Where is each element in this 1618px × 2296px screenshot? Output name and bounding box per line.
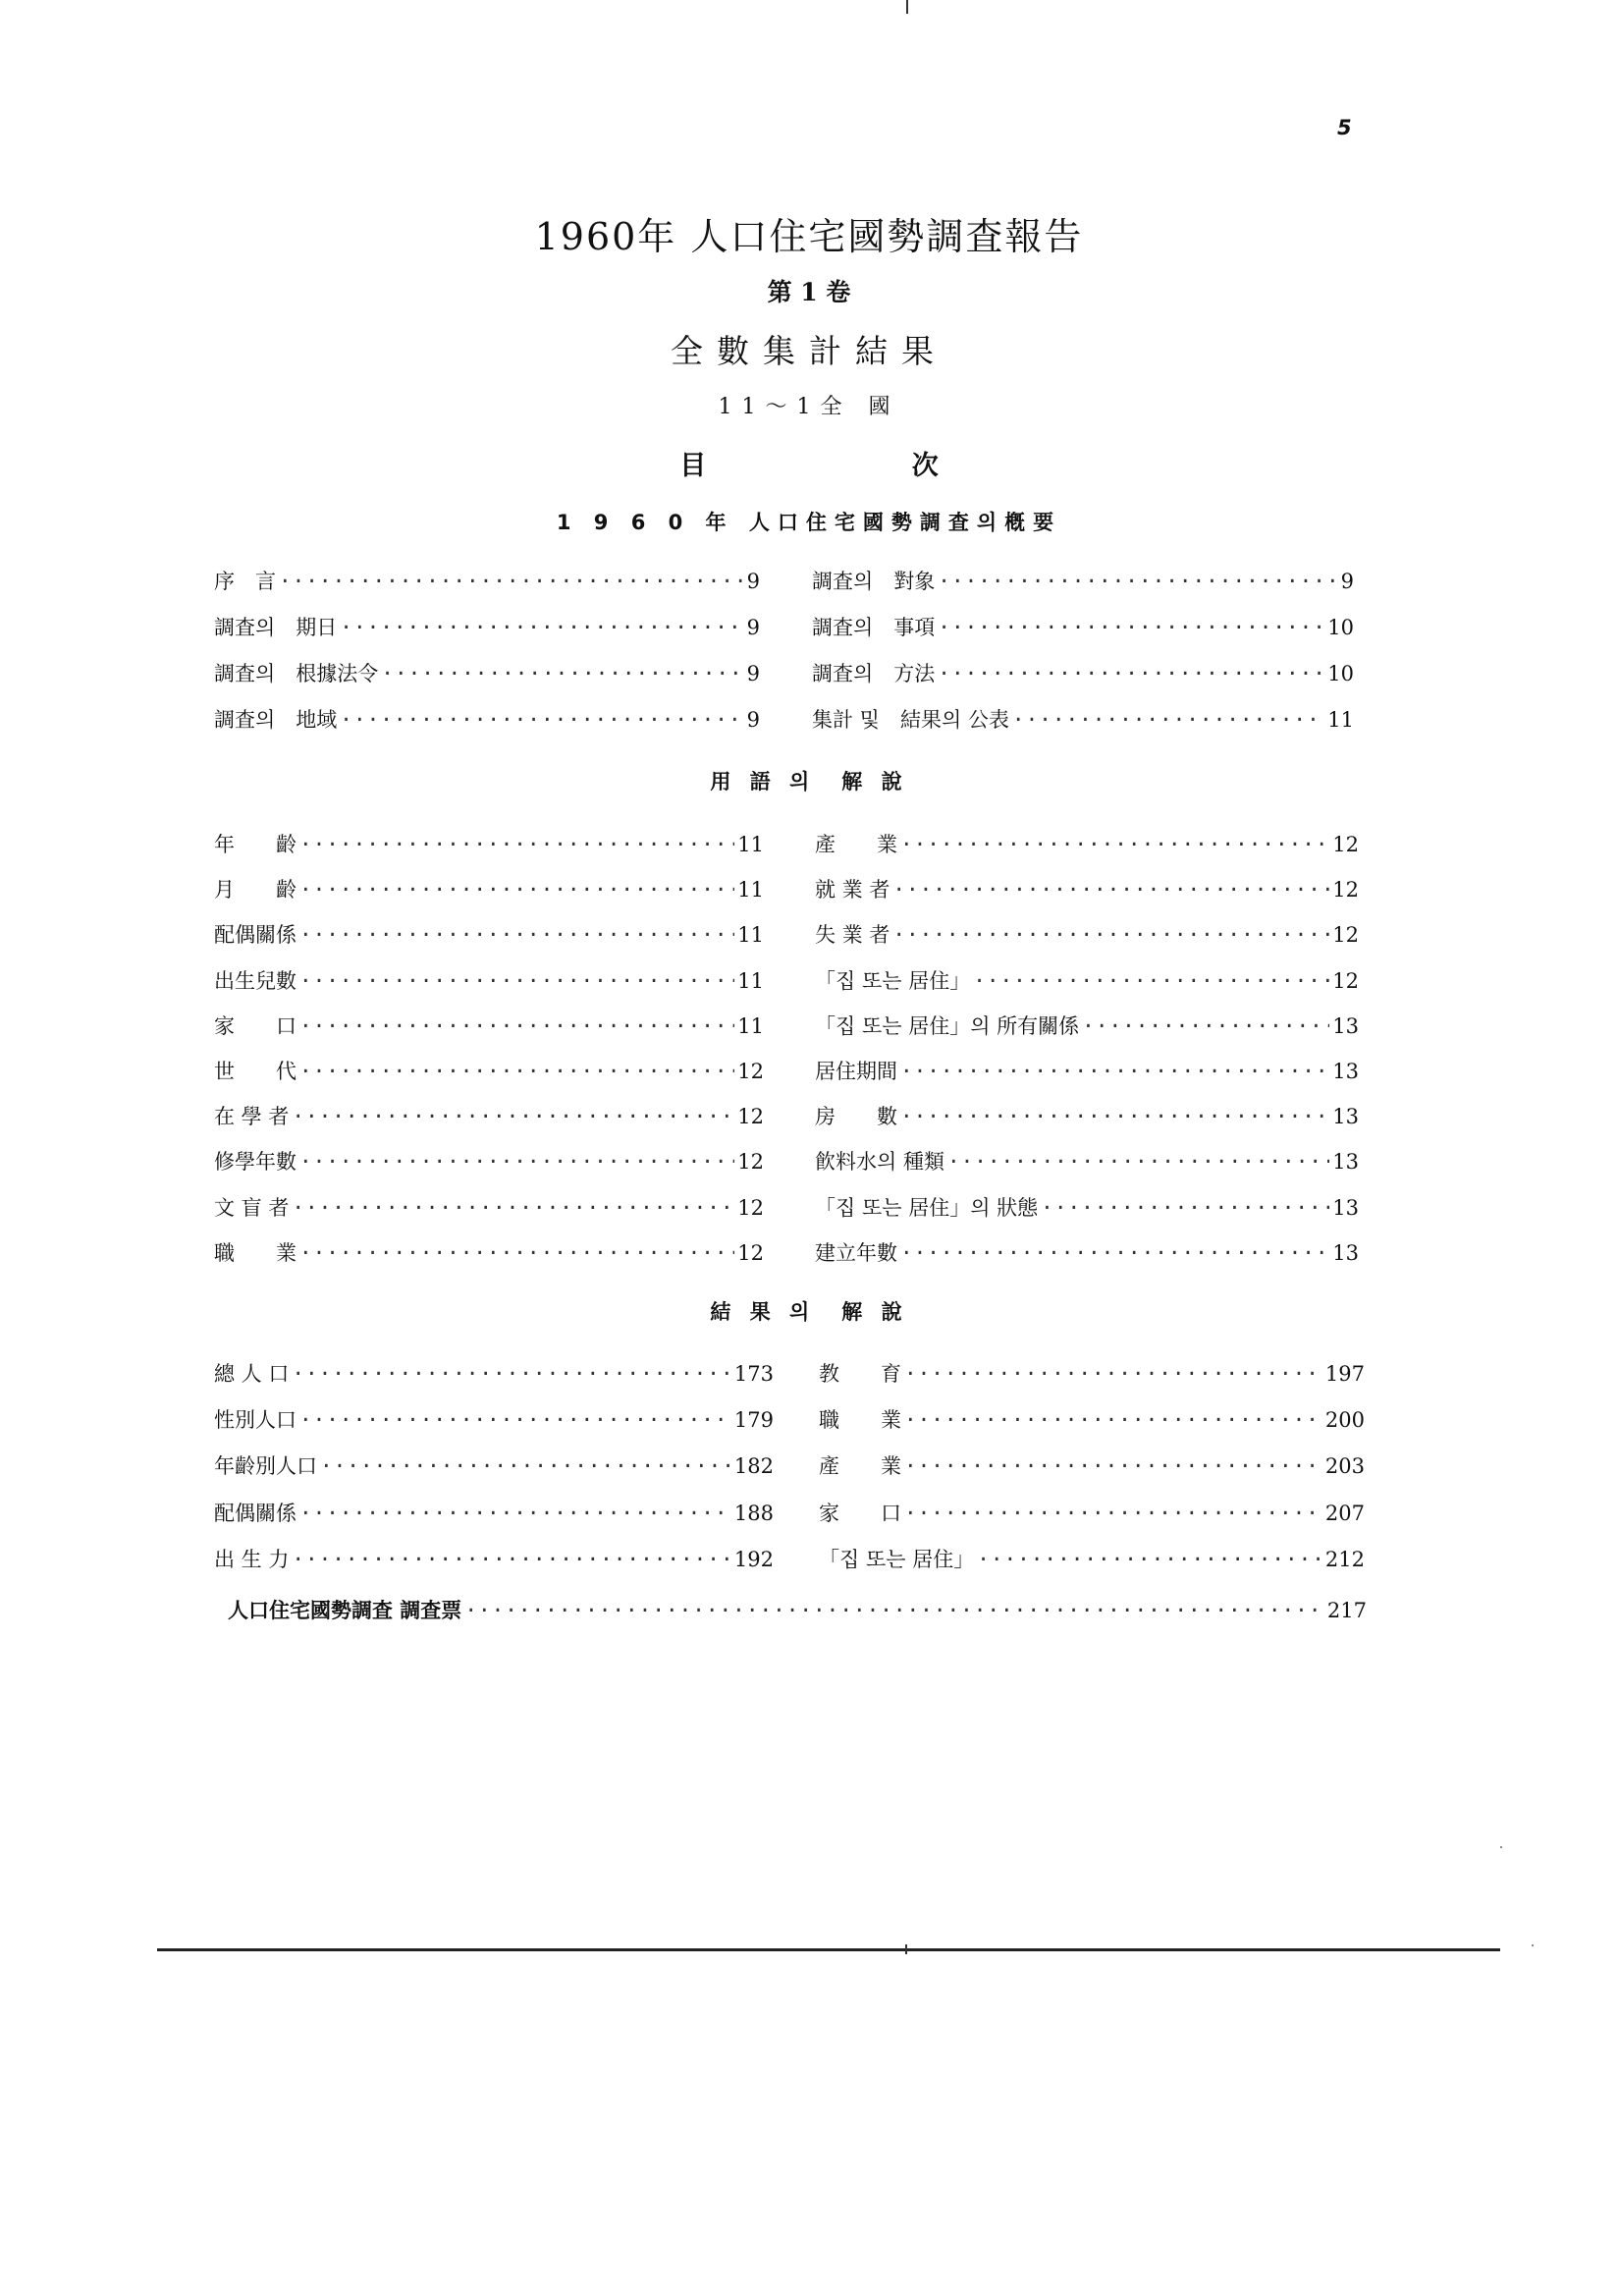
toc-entry-page: 179 bbox=[733, 1408, 774, 1433]
toc-entry[interactable] bbox=[815, 1237, 1359, 1267]
leader-dots bbox=[938, 662, 1324, 685]
toc-entry[interactable] bbox=[214, 919, 764, 949]
toc-entry-label: 職 業 bbox=[819, 1408, 901, 1433]
toc-entry[interactable] bbox=[214, 1450, 774, 1480]
volume-label: 第 1 卷 bbox=[767, 278, 851, 306]
leader-dots bbox=[892, 878, 1329, 902]
toc-entry-label: 調査의 根據法令 bbox=[214, 662, 379, 685]
toc-entry-label: 飮料水의 種類 bbox=[815, 1150, 944, 1175]
report-title: 1960年 人口住宅國勢調査報告 bbox=[534, 215, 1084, 258]
toc-entry-page: 217 bbox=[1326, 1599, 1367, 1622]
toc-entry-page: 182 bbox=[733, 1454, 774, 1479]
toc-entry-page: 10 bbox=[1327, 616, 1354, 639]
leader-dots bbox=[900, 833, 1329, 856]
leader-dots bbox=[1041, 1196, 1329, 1220]
toc-entry-page: 13 bbox=[1332, 1150, 1359, 1175]
toc-entry-label: 年齡別人口 bbox=[214, 1454, 317, 1479]
leader-dots bbox=[904, 1502, 1322, 1525]
leader-dots bbox=[973, 969, 1329, 993]
toc-entry-label: 序 言 bbox=[214, 570, 276, 593]
toc-entry-page: 9 bbox=[746, 570, 760, 593]
toc-entry-label: 調査의 事項 bbox=[812, 616, 936, 639]
leader-dots bbox=[292, 1196, 734, 1220]
toc-entry-page: 9 bbox=[746, 708, 760, 732]
toc-entry-page: 13 bbox=[1332, 1195, 1359, 1220]
toc-entry-label: 「집 또는 居住」 bbox=[819, 1547, 975, 1571]
leader-dots bbox=[900, 1060, 1329, 1083]
toc-entry-page: 12 bbox=[1332, 878, 1359, 902]
leader-dots bbox=[1012, 708, 1324, 732]
toc-entry-label: 失 業 者 bbox=[815, 923, 890, 948]
leader-dots bbox=[904, 1454, 1322, 1478]
toc-entry-page: 11 bbox=[1327, 708, 1354, 732]
toc-entry-label: 出 生 力 bbox=[214, 1547, 290, 1571]
report-subtitle: 全數集計結果 bbox=[671, 332, 947, 370]
scan-speck bbox=[1500, 1846, 1502, 1848]
toc-entry-page: 11 bbox=[737, 923, 764, 948]
toc-entry-page: 9 bbox=[1340, 570, 1354, 593]
section-heading-overview: 1 9 6 0 年 人口住宅國勢調査의槪要 bbox=[556, 511, 1062, 534]
leader-dots bbox=[340, 616, 743, 639]
leader-dots bbox=[299, 969, 734, 993]
toc-entry[interactable] bbox=[819, 1358, 1365, 1388]
toc-entry[interactable] bbox=[815, 1192, 1359, 1222]
toc-entry[interactable] bbox=[214, 1358, 774, 1388]
toc-entry-page: 12 bbox=[737, 1150, 764, 1175]
toc-entry-page: 12 bbox=[1332, 968, 1359, 993]
leader-dots bbox=[938, 616, 1324, 639]
toc-entry[interactable] bbox=[819, 1404, 1365, 1434]
leader-dots bbox=[904, 1408, 1322, 1432]
toc-entry-page: 9 bbox=[746, 662, 760, 685]
leader-dots bbox=[340, 708, 743, 732]
scan-speck bbox=[1532, 1944, 1534, 1946]
toc-entry-label: 配偶關係 bbox=[214, 1501, 297, 1525]
toc-entry-label: 產 業 bbox=[819, 1454, 901, 1479]
toc-entry-page: 200 bbox=[1324, 1408, 1365, 1433]
leader-dots bbox=[320, 1454, 731, 1478]
toc-entry[interactable] bbox=[819, 1498, 1365, 1527]
toc-entry[interactable] bbox=[812, 704, 1354, 734]
toc-entry-page: 11 bbox=[737, 1013, 764, 1038]
leader-dots bbox=[292, 1548, 731, 1571]
toc-entry[interactable] bbox=[815, 1011, 1359, 1040]
leader-dots bbox=[299, 1150, 734, 1174]
leader-dots bbox=[292, 1362, 731, 1386]
toc-entry[interactable] bbox=[214, 1404, 774, 1434]
leader-dots bbox=[381, 662, 743, 685]
toc-entry[interactable] bbox=[214, 704, 760, 734]
leader-dots bbox=[299, 1502, 731, 1525]
toc-entry-page: 13 bbox=[1332, 1240, 1359, 1265]
toc-entry[interactable] bbox=[214, 1544, 774, 1573]
toc-entry-page: 11 bbox=[737, 833, 764, 856]
bottom-rule bbox=[157, 1948, 1500, 1951]
toc-entry[interactable] bbox=[815, 965, 1359, 995]
toc-entry-page: 10 bbox=[1327, 662, 1354, 685]
toc-entry-label: 調査의 地域 bbox=[214, 708, 338, 732]
toc-entry-page: 173 bbox=[733, 1362, 774, 1386]
toc-entry-label: 家 口 bbox=[214, 1013, 297, 1038]
toc-entry-label: 在 學 者 bbox=[214, 1105, 290, 1129]
toc-entry[interactable] bbox=[214, 1498, 774, 1527]
toc-entry-label: 出生兒數 bbox=[214, 968, 297, 993]
toc-entry[interactable] bbox=[815, 1056, 1359, 1085]
toc-entry[interactable] bbox=[815, 1146, 1359, 1175]
toc-entry-page: 12 bbox=[1332, 923, 1359, 948]
toc-entry-label: 年 齡 bbox=[214, 833, 297, 856]
toc-entry[interactable] bbox=[214, 829, 764, 858]
leader-dots bbox=[299, 1060, 734, 1083]
toc-entry-page: 12 bbox=[737, 1240, 764, 1265]
toc-entry-label: 總 人 口 bbox=[214, 1362, 290, 1386]
scan-mark-bottom bbox=[905, 1944, 907, 1954]
toc-entry[interactable] bbox=[815, 874, 1359, 903]
toc-entry-page: 197 bbox=[1324, 1362, 1365, 1386]
toc-entry-page: 12 bbox=[737, 1060, 764, 1083]
toc-entry[interactable] bbox=[214, 1192, 764, 1222]
leader-dots bbox=[299, 878, 734, 902]
toc-entry-label: 職 業 bbox=[214, 1240, 297, 1265]
toc-entry-label: 教 育 bbox=[819, 1362, 901, 1386]
toc-entry-page: 192 bbox=[733, 1547, 774, 1571]
toc-entry-label: 調査의 期日 bbox=[214, 616, 338, 639]
toc-entry[interactable] bbox=[214, 874, 764, 903]
toc-entry-page: 11 bbox=[737, 968, 764, 993]
toc-entry-page: 9 bbox=[746, 616, 760, 639]
toc-entry-label: 產 業 bbox=[815, 833, 897, 856]
leader-dots bbox=[299, 1241, 734, 1265]
toc-entry[interactable] bbox=[214, 612, 760, 641]
toc-entry[interactable] bbox=[214, 566, 760, 595]
toc-entry[interactable] bbox=[214, 1146, 764, 1175]
toc-entry[interactable] bbox=[214, 1056, 764, 1085]
toc-entry[interactable] bbox=[815, 919, 1359, 949]
toc-entry-page: 11 bbox=[737, 878, 764, 902]
toc-entry-label: 月 齡 bbox=[214, 878, 297, 902]
page-number: 5 bbox=[1337, 116, 1352, 139]
toc-entry-label: 調査의 對象 bbox=[812, 570, 936, 593]
toc-entry[interactable] bbox=[214, 1237, 764, 1267]
toc-entry-label: 「집 또는 居住」의 所有關係 bbox=[815, 1013, 1080, 1038]
toc-entry-page: 12 bbox=[1332, 833, 1359, 856]
toc-entry-page: 13 bbox=[1332, 1105, 1359, 1129]
toc-entry[interactable] bbox=[819, 1544, 1365, 1573]
region-label: 11～1全 國 bbox=[718, 395, 900, 419]
toc-entry-page: 207 bbox=[1324, 1501, 1365, 1525]
toc-entry-label: 修學年數 bbox=[214, 1150, 297, 1175]
toc-entry[interactable] bbox=[815, 829, 1359, 858]
toc-entry-page: 203 bbox=[1324, 1454, 1365, 1479]
toc-entry-label: 建立年數 bbox=[815, 1240, 897, 1265]
toc-entry-label: 家 口 bbox=[819, 1501, 901, 1525]
section-heading-results: 結 果 의 解 說 bbox=[710, 1300, 908, 1324]
toc-entry-label: 配偶關係 bbox=[214, 923, 297, 948]
toc-entry-label: 文 盲 者 bbox=[214, 1195, 290, 1220]
leader-dots bbox=[1082, 1014, 1329, 1038]
leader-dots bbox=[938, 570, 1337, 593]
toc-heading: 目 次 bbox=[679, 451, 1037, 481]
leader-dots bbox=[292, 1105, 734, 1128]
leader-dots bbox=[299, 1014, 734, 1038]
toc-entry[interactable] bbox=[812, 612, 1354, 641]
leader-dots bbox=[892, 923, 1329, 947]
toc-entry-page: 188 bbox=[733, 1501, 774, 1525]
leader-dots bbox=[900, 1241, 1329, 1265]
toc-entry-page: 12 bbox=[737, 1195, 764, 1220]
leader-dots bbox=[464, 1599, 1324, 1622]
leader-dots bbox=[904, 1362, 1322, 1386]
toc-entry-label: 居住期間 bbox=[815, 1060, 897, 1083]
toc-entry-page: 12 bbox=[737, 1105, 764, 1129]
leader-dots bbox=[299, 1408, 731, 1432]
toc-entry[interactable] bbox=[214, 1011, 764, 1040]
toc-entry-questionnaire[interactable] bbox=[228, 1595, 1367, 1624]
leader-dots bbox=[299, 833, 734, 856]
toc-entry[interactable] bbox=[812, 658, 1354, 687]
leader-dots bbox=[299, 923, 734, 947]
toc-entry[interactable] bbox=[214, 658, 760, 687]
toc-entry-page: 13 bbox=[1332, 1060, 1359, 1083]
scan-mark-top bbox=[906, 0, 908, 14]
toc-entry[interactable] bbox=[812, 566, 1354, 595]
leader-dots bbox=[947, 1150, 1329, 1174]
toc-entry-label: 調査의 方法 bbox=[812, 662, 936, 685]
leader-dots bbox=[900, 1105, 1329, 1128]
toc-entry-label: 世 代 bbox=[214, 1060, 297, 1083]
toc-entry-page: 212 bbox=[1324, 1547, 1365, 1571]
toc-entry-page: 13 bbox=[1332, 1013, 1359, 1038]
toc-entry[interactable] bbox=[815, 1101, 1359, 1130]
toc-entry-label: 「집 또는 居住」의 狀態 bbox=[815, 1195, 1039, 1220]
toc-entry-label: 房 數 bbox=[815, 1105, 897, 1129]
leader-dots bbox=[279, 570, 744, 593]
toc-entry-label: 就 業 者 bbox=[815, 878, 890, 902]
toc-entry-label: 人口住宅國勢調査 調査票 bbox=[228, 1599, 462, 1622]
section-heading-terms: 用 語 의 解 說 bbox=[710, 770, 908, 793]
toc-entry[interactable] bbox=[819, 1450, 1365, 1480]
toc-entry-label: 性別人口 bbox=[214, 1408, 297, 1433]
toc-entry[interactable] bbox=[214, 965, 764, 995]
leader-dots bbox=[977, 1548, 1322, 1571]
toc-entry[interactable] bbox=[214, 1101, 764, 1130]
toc-entry-label: 集計 및 結果의 公表 bbox=[812, 708, 1009, 732]
toc-entry-label: 「집 또는 居住」 bbox=[815, 968, 971, 993]
